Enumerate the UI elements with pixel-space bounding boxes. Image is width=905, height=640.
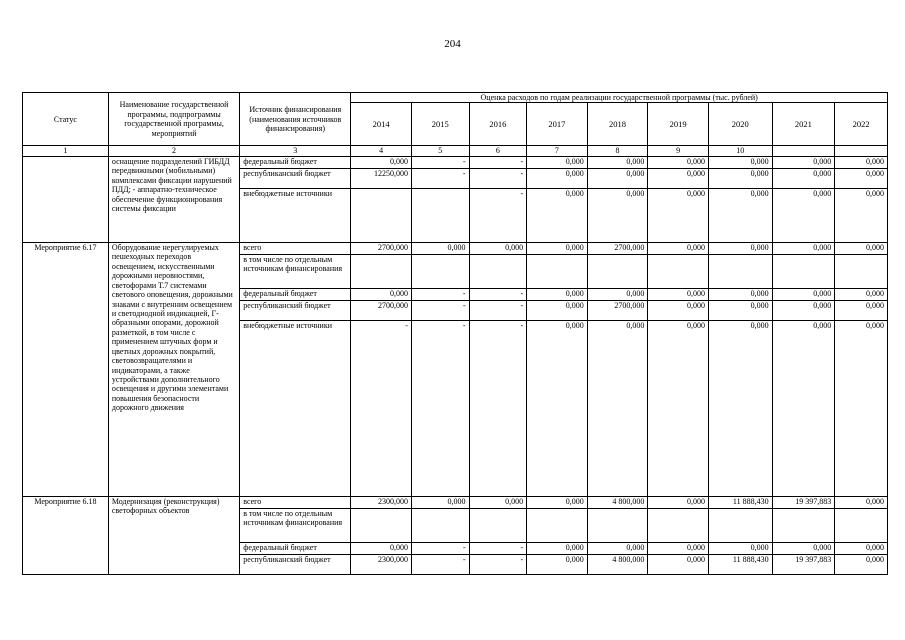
- amount-cell: 0,000: [351, 156, 412, 168]
- amount-cell: -: [469, 554, 527, 574]
- amount-cell: [411, 254, 469, 288]
- amount-cell: [648, 254, 709, 288]
- year-header: 2017: [527, 103, 588, 146]
- amount-cell: 0,000: [772, 288, 835, 300]
- amount-cell: 11 888,430: [708, 496, 772, 508]
- amount-cell: [587, 508, 648, 542]
- table-row: [23, 242, 888, 254]
- amount-cell: 0,000: [772, 168, 835, 188]
- amount-cell: 0,000: [648, 300, 709, 320]
- amount-cell: 0,000: [587, 288, 648, 300]
- amount-cell: 19 397,883: [772, 496, 835, 508]
- amount-cell: [351, 508, 412, 542]
- table-row: [23, 496, 888, 508]
- amount-cell: 0,000: [835, 288, 888, 300]
- amount-cell: [835, 254, 888, 288]
- amount-cell: -: [411, 320, 469, 496]
- amount-cell: [772, 508, 835, 542]
- amount-cell: 0,000: [648, 542, 709, 554]
- funding-source-cell: внебюджетные источники: [240, 320, 351, 496]
- amount-cell: 0,000: [648, 320, 709, 496]
- amount-cell: [708, 508, 772, 542]
- amount-cell: 0,000: [527, 188, 588, 242]
- amount-cell: [527, 508, 588, 542]
- amount-cell: [835, 508, 888, 542]
- amount-cell: 0,000: [587, 168, 648, 188]
- budget-table: [22, 92, 888, 575]
- amount-cell: 0,000: [648, 554, 709, 574]
- amount-cell: 0,000: [527, 168, 588, 188]
- amount-cell: -: [469, 320, 527, 496]
- amount-cell: 19 397,883: [772, 554, 835, 574]
- amount-cell: 0,000: [411, 242, 469, 254]
- amount-cell: [411, 508, 469, 542]
- amount-cell: -: [351, 320, 412, 496]
- table-row: [23, 156, 888, 168]
- amount-cell: [587, 254, 648, 288]
- amount-cell: 0,000: [835, 496, 888, 508]
- amount-cell: 0,000: [835, 300, 888, 320]
- amount-cell: [469, 254, 527, 288]
- column-index: [772, 146, 835, 156]
- column-index: 4: [351, 146, 412, 156]
- amount-cell: 0,000: [835, 542, 888, 554]
- amount-cell: -: [411, 288, 469, 300]
- amount-cell: 0,000: [527, 242, 588, 254]
- amount-cell: 0,000: [351, 288, 412, 300]
- amount-cell: 2300,000: [351, 554, 412, 574]
- year-header: 2021: [772, 103, 835, 146]
- header-name: Наименование государственной программы, подпрограммы государственной программы, мероприятий: [108, 93, 239, 146]
- year-header: 2019: [648, 103, 709, 146]
- amount-cell: -: [411, 168, 469, 188]
- amount-cell: 0,000: [469, 496, 527, 508]
- amount-cell: [469, 508, 527, 542]
- amount-cell: [351, 254, 412, 288]
- amount-cell: 4 800,000: [587, 496, 648, 508]
- header-estimate: Оценка расходов по годам реализации государственной программы (тыс. рублей): [351, 93, 888, 103]
- funding-source-cell: всего: [240, 242, 351, 254]
- amount-cell: 0,000: [587, 542, 648, 554]
- funding-source-cell: внебюджетные источники: [240, 188, 351, 242]
- status-cell: Мероприятие 6.17: [23, 242, 109, 496]
- amount-cell: -: [469, 288, 527, 300]
- amount-cell: 0,000: [527, 554, 588, 574]
- amount-cell: [708, 254, 772, 288]
- column-index: 3: [240, 146, 351, 156]
- column-index: 10: [708, 146, 772, 156]
- amount-cell: -: [469, 188, 527, 242]
- amount-cell: 0,000: [587, 320, 648, 496]
- header-source: Источник финансирования (наименования источников финансирования): [240, 93, 351, 146]
- amount-cell: 0,000: [772, 242, 835, 254]
- funding-source-cell: республиканский бюджет: [240, 554, 351, 574]
- amount-cell: 0,000: [648, 156, 709, 168]
- year-header: 2014: [351, 103, 412, 146]
- amount-cell: 0,000: [835, 242, 888, 254]
- amount-cell: 2700,000: [587, 242, 648, 254]
- amount-cell: 0,000: [527, 288, 588, 300]
- column-index: 7: [527, 146, 588, 156]
- amount-cell: -: [469, 542, 527, 554]
- amount-cell: 0,000: [527, 300, 588, 320]
- amount-cell: [527, 254, 588, 288]
- year-header: 2015: [411, 103, 469, 146]
- amount-cell: 0,000: [708, 168, 772, 188]
- amount-cell: 0,000: [648, 168, 709, 188]
- funding-source-cell: федеральный бюджет: [240, 288, 351, 300]
- amount-cell: 0,000: [708, 188, 772, 242]
- amount-cell: -: [469, 300, 527, 320]
- column-index: [835, 146, 888, 156]
- amount-cell: 0,000: [708, 300, 772, 320]
- amount-cell: [411, 188, 469, 242]
- column-index: 2: [108, 146, 239, 156]
- amount-cell: 0,000: [587, 188, 648, 242]
- amount-cell: 0,000: [835, 554, 888, 574]
- column-index: 8: [587, 146, 648, 156]
- measure-name-cell: оснащение подразделений ГИБДД передвижными (мобильными) комплексами фиксации нарушений ПДД; - аппаратно-техническое обеспечение функционирования системы фиксации: [108, 156, 239, 242]
- amount-cell: 0,000: [411, 496, 469, 508]
- amount-cell: 0,000: [648, 496, 709, 508]
- amount-cell: -: [469, 156, 527, 168]
- amount-cell: 2700,000: [351, 242, 412, 254]
- amount-cell: 11 888,430: [708, 554, 772, 574]
- amount-cell: 0,000: [648, 188, 709, 242]
- measure-name-cell: Модернизация (реконструкция) светофорных объектов: [108, 496, 239, 574]
- amount-cell: 0,000: [772, 320, 835, 496]
- amount-cell: 4 800,000: [587, 554, 648, 574]
- amount-cell: 0,000: [835, 320, 888, 496]
- amount-cell: -: [411, 156, 469, 168]
- amount-cell: 0,000: [835, 168, 888, 188]
- funding-source-cell: республиканский бюджет: [240, 300, 351, 320]
- amount-cell: 0,000: [469, 242, 527, 254]
- amount-cell: -: [411, 554, 469, 574]
- amount-cell: 0,000: [772, 542, 835, 554]
- amount-cell: 0,000: [708, 320, 772, 496]
- column-index: 9: [648, 146, 709, 156]
- amount-cell: 0,000: [835, 188, 888, 242]
- amount-cell: [772, 254, 835, 288]
- amount-cell: [648, 508, 709, 542]
- amount-cell: -: [411, 542, 469, 554]
- header-status: Статус: [23, 93, 109, 146]
- amount-cell: 0,000: [648, 242, 709, 254]
- funding-source-cell: в том числе по отдельным источникам финансирования: [240, 254, 351, 288]
- funding-source-cell: федеральный бюджет: [240, 156, 351, 168]
- page-number: 204: [444, 38, 461, 50]
- amount-cell: 0,000: [527, 496, 588, 508]
- status-cell: [23, 156, 109, 242]
- year-header: 2020: [708, 103, 772, 146]
- funding-source-cell: федеральный бюджет: [240, 542, 351, 554]
- funding-source-cell: республиканский бюджет: [240, 168, 351, 188]
- measure-name-cell: Оборудование нерегулируемых пешеходных переходов освещением, искусственными дорожными неровностями, светофорами Т.7 системами светового оповещения, дорожными знаками с внутренним освещением и светодиодной индикацией, Г-образными опорами, дорожной разметкой, в том числе с применением штучных форм и цветных дорожных покрытий, световозвращателями и индикаторами, а также устройствами дополнительного освещения и другими элементами повышения безопасности дорожного движения: [108, 242, 239, 496]
- amount-cell: 0,000: [772, 188, 835, 242]
- amount-cell: 0,000: [527, 320, 588, 496]
- status-cell: Мероприятие 6.18: [23, 496, 109, 574]
- amount-cell: 2700,000: [587, 300, 648, 320]
- amount-cell: 0,000: [527, 156, 588, 168]
- funding-source-cell: всего: [240, 496, 351, 508]
- amount-cell: 0,000: [648, 288, 709, 300]
- amount-cell: 0,000: [835, 156, 888, 168]
- column-index: 6: [469, 146, 527, 156]
- year-header: 2022: [835, 103, 888, 146]
- funding-source-cell: в том числе по отдельным источникам финансирования: [240, 508, 351, 542]
- amount-cell: 0,000: [708, 542, 772, 554]
- amount-cell: 0,000: [351, 542, 412, 554]
- amount-cell: 0,000: [708, 288, 772, 300]
- amount-cell: [351, 188, 412, 242]
- amount-cell: 0,000: [527, 542, 588, 554]
- amount-cell: 2700,000: [351, 300, 412, 320]
- amount-cell: 2300,000: [351, 496, 412, 508]
- amount-cell: 0,000: [708, 156, 772, 168]
- amount-cell: 0,000: [587, 156, 648, 168]
- year-header: 2018: [587, 103, 648, 146]
- amount-cell: -: [411, 300, 469, 320]
- year-header: 2016: [469, 103, 527, 146]
- amount-cell: 0,000: [708, 242, 772, 254]
- column-index: 1: [23, 146, 109, 156]
- column-index: 5: [411, 146, 469, 156]
- amount-cell: -: [469, 168, 527, 188]
- amount-cell: 12250,000: [351, 168, 412, 188]
- amount-cell: 0,000: [772, 156, 835, 168]
- amount-cell: 0,000: [772, 300, 835, 320]
